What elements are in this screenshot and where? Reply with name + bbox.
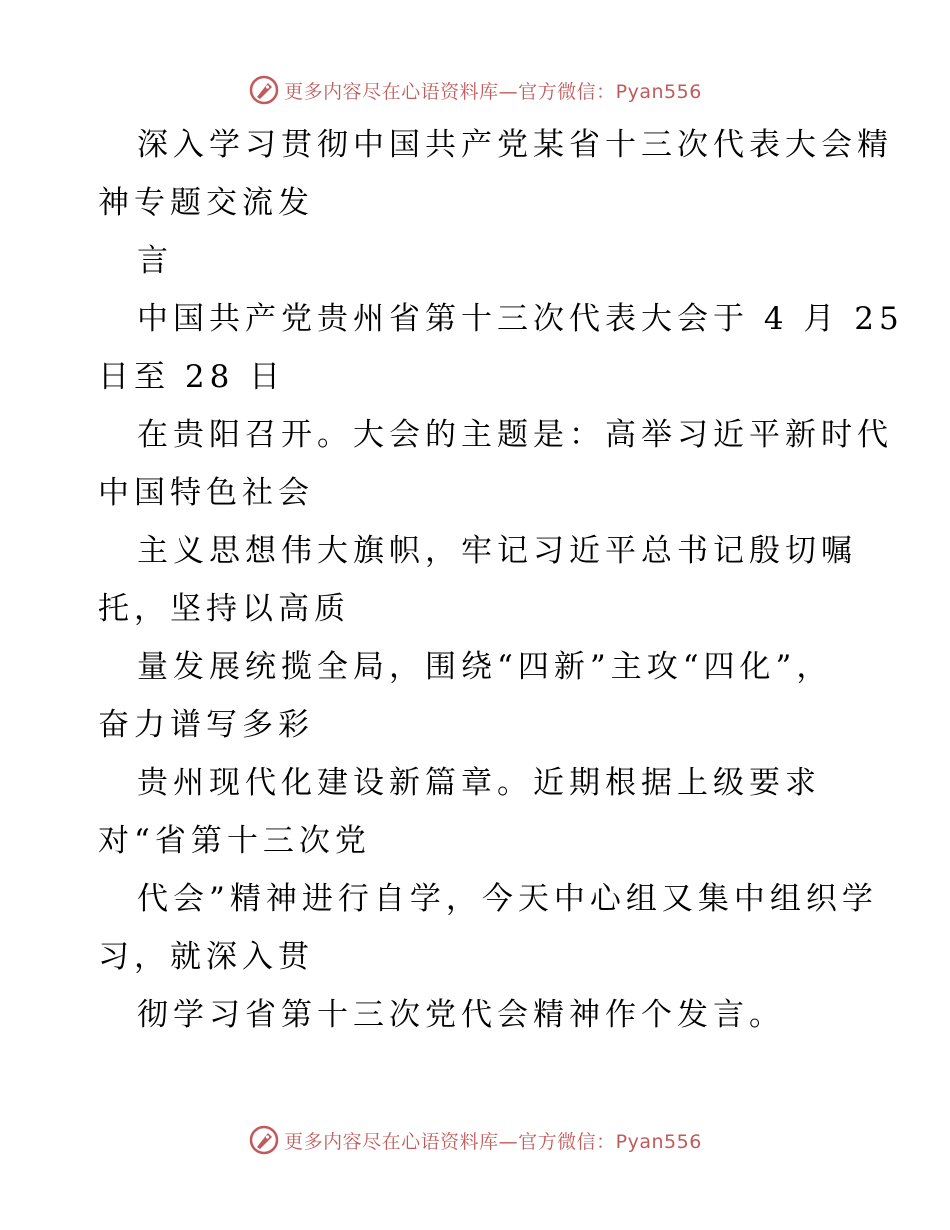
text-line: 托，坚持以高质: [98, 591, 350, 627]
text-line: 深入学习贯彻中国共产党某省十三次代表大会精: [137, 127, 893, 163]
text-line: 奋力谱写多彩: [98, 707, 314, 743]
text-line: 对“省第十三次党: [98, 823, 371, 859]
text-line: 习，就深入贯: [98, 939, 314, 975]
text-line: 量发展统揽全局，围绕“四新”主攻“四化”，: [137, 649, 833, 685]
watermark-text: 更多内容尽在心语资料库—官方微信：Pyan556: [284, 80, 702, 103]
text-line: 贵州现代化建设新篇章。近期根据上级要求: [137, 765, 821, 801]
text-line: 言: [137, 243, 173, 279]
header-watermark: [0, 70, 950, 110]
text-line: 神专题交流发: [98, 185, 314, 221]
text-line: 主义思想伟大旗帜，牢记习近平总书记殷切嘱: [137, 533, 857, 569]
pen-nib-logo-icon: [248, 74, 280, 106]
text-line: 在贵阳召开。大会的主题是：高举习近平新时代: [137, 417, 893, 453]
text-line: 日至 28 日: [98, 359, 286, 395]
pen-nib-logo-icon: [248, 1124, 280, 1156]
document-body: [0, 116, 950, 1044]
text-line: 中国共产党贵州省第十三次代表大会于 4 月 25: [137, 301, 904, 337]
watermark-text: 更多内容尽在心语资料库—官方微信：Pyan556: [284, 1130, 702, 1153]
footer-watermark: [0, 1120, 950, 1160]
text-line: 代会”精神进行自学，今天中心组又集中组织学: [137, 881, 878, 917]
text-line: 彻学习省第十三次党代会精神作个发言。: [137, 997, 785, 1033]
text-line: 中国特色社会: [98, 475, 314, 511]
